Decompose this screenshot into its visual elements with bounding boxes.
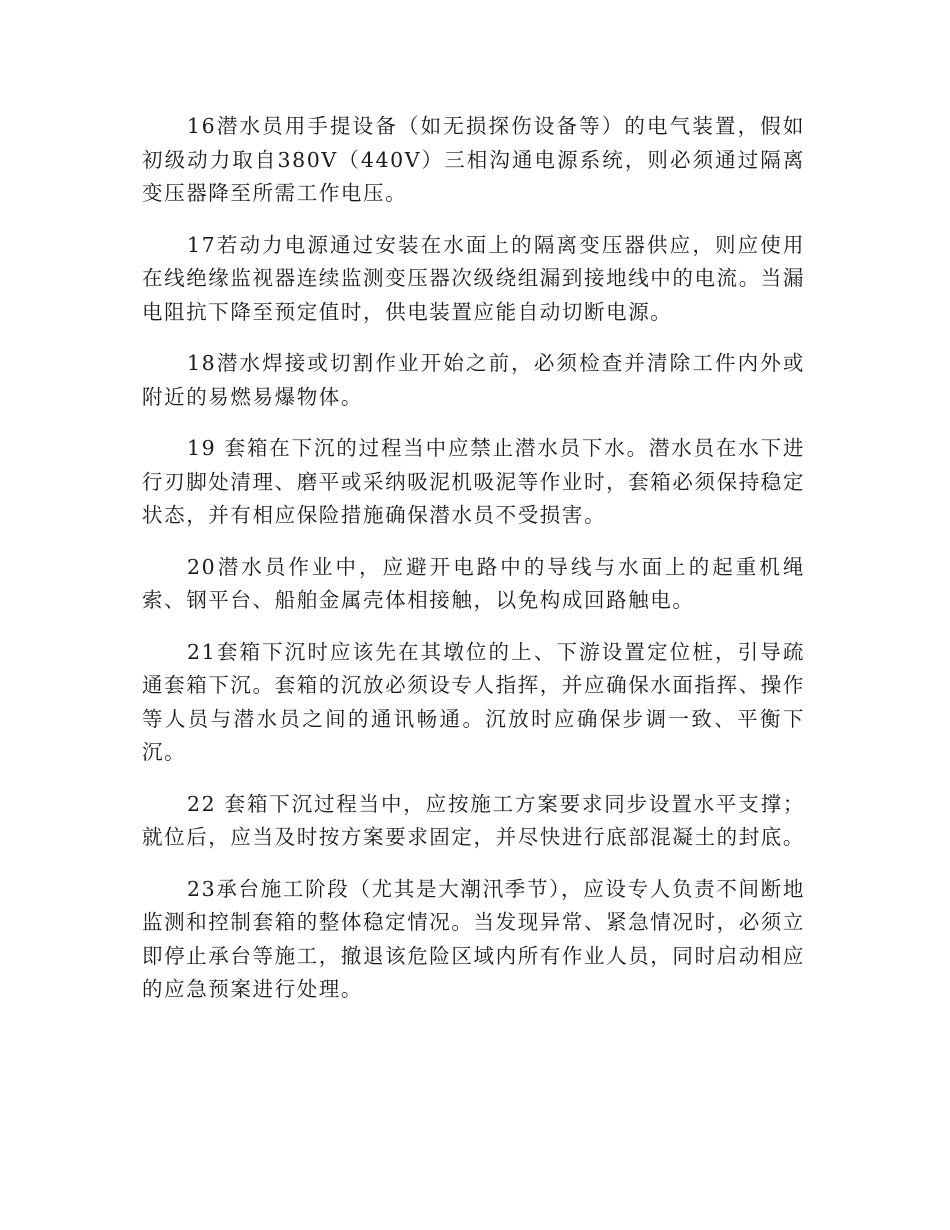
paragraph-20: 20潜水员作业中，应避开电路中的导线与水面上的起重机绳索、钢平台、船舶金属壳体相接触，以免构成回路触电。 (142, 554, 805, 612)
paragraph-16: 16潜水员用手提设备（如无损探伤设备等）的电气装置，假如初级动力取自380V（440V）三相沟通电源系统，则必须通过隔离变压器降至所需工作电压。 (142, 114, 805, 205)
paragraph-21: 21套箱下沉时应该先在其墩位的上、下游设置定位桩，引导疏通套箱下沉。套箱的沉放必须设专人指挥，并应确保水面指挥、操作等人员与潜水员之间的通讯畅通。沉放时应确保步调一致、平衡下沉。 (142, 639, 805, 764)
paragraph-19: 19 套箱在下沉的过程当中应禁止潜水员下水。潜水员在水下进行刃脚处清理、磨平或采纳吸泥机吸泥等作业时，套箱必须保持稳定状态，并有相应保险措施确保潜水员不受损害。 (142, 436, 805, 527)
paragraph-23: 23承台施工阶段（尤其是大潮汛季节），应设专人负责不间断地监测和控制套箱的整体稳定情况。当发现异常、紧急情况时，必须立即停止承台等施工，撤退该危险区域内所有作业人员，同时启动相应的应急预案进行处理。 (142, 876, 805, 1001)
paragraph-17: 17若动力电源通过安装在水面上的隔离变压器供应，则应使用在线绝缘监视器连续监测变压器次级绕组漏到接地线中的电流。当漏电阻抗下降至预定值时，供电装置应能自动切断电源。 (142, 232, 805, 324)
paragraph-22: 22 套箱下沉过程当中，应按施工方案要求同步设置水平支撑；就位后，应当及时按方案要求固定，并尽快进行底部混凝土的封底。 (142, 791, 805, 849)
paragraph-18: 18潜水焊接或切割作业开始之前，必须检查并清除工件内外或附近的易燃易爆物体。 (142, 351, 805, 409)
